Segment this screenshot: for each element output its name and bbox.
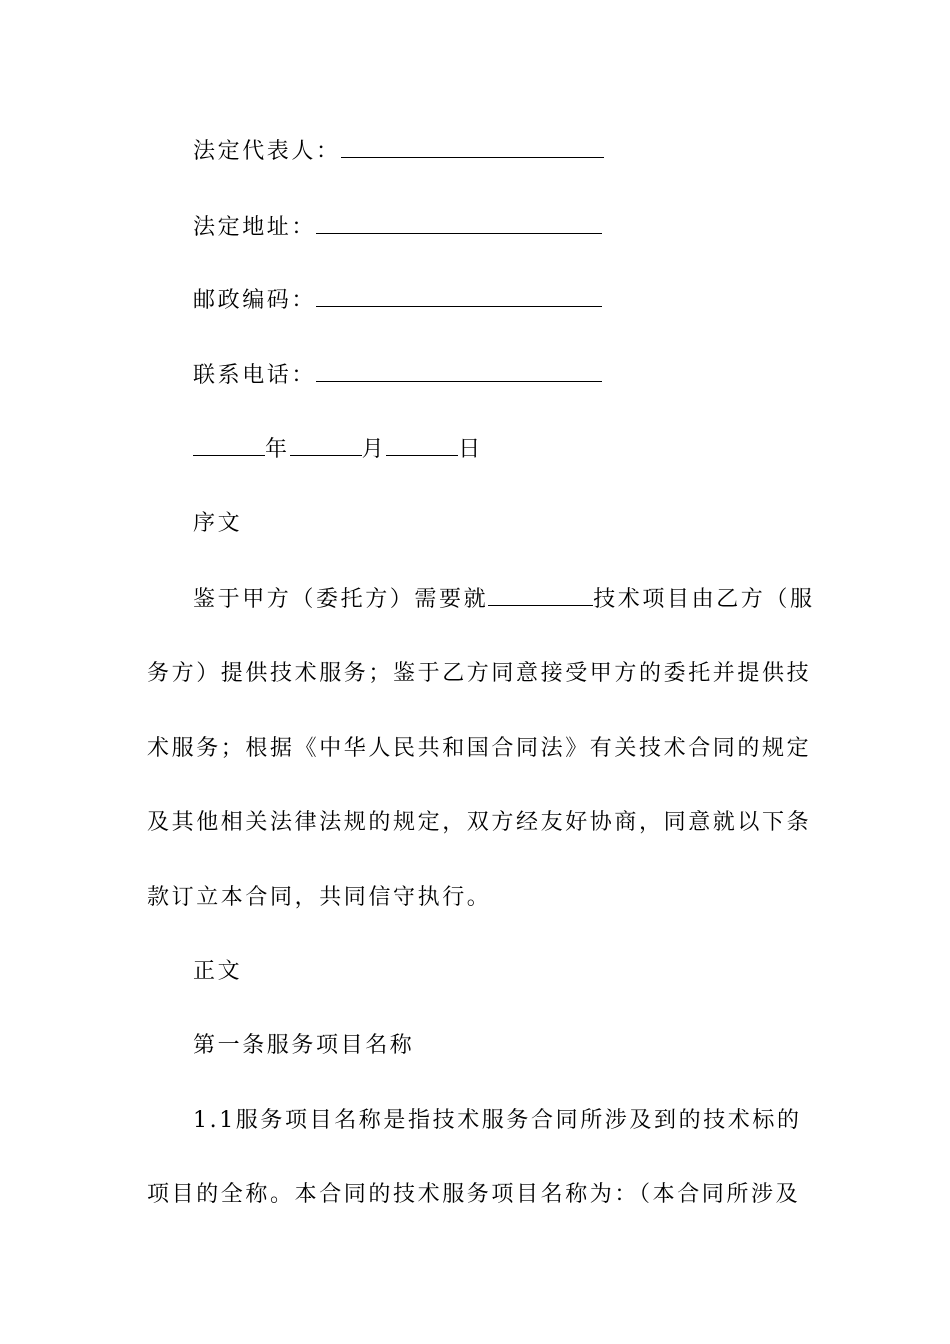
year-blank[interactable] (193, 437, 265, 456)
legal-representative-field (193, 137, 604, 167)
preamble-text-a: 鉴于甲方（委托方）需要就 (193, 587, 489, 612)
date-field (193, 435, 483, 465)
year-label: 年 (265, 437, 290, 462)
legal-representative-label: 法定代表人： (193, 139, 341, 164)
preamble-paragraph-line-3: 术服务；根据《中华人民共和国合同法》有关技术合同的规定 (147, 736, 812, 761)
preamble-text-b: 技术项目由乙方（服 (593, 587, 815, 612)
postal-code-field (193, 286, 602, 316)
project-name-blank[interactable] (488, 587, 593, 606)
postal-code-label: 邮政编码： (193, 288, 317, 313)
phone-field (193, 361, 602, 391)
preamble-paragraph-line-5: 款订立本合同，共同信守执行。 (147, 885, 492, 910)
legal-address-label: 法定地址： (193, 215, 317, 240)
preamble-paragraph-line-2: 务方）提供技术服务；鉴于乙方同意接受甲方的委托并提供技 (147, 661, 812, 686)
phone-label: 联系电话： (193, 363, 317, 388)
phone-blank[interactable] (316, 363, 602, 382)
postal-code-blank[interactable] (316, 288, 602, 307)
article-1-title: 第一条服务项目名称 (193, 1033, 415, 1058)
clause-1-1-line-2: 项目的全称。本合同的技术服务项目名称为：（本合同所涉及 (147, 1182, 801, 1207)
legal-representative-blank[interactable] (341, 139, 604, 158)
body-heading: 正文 (193, 959, 243, 984)
month-blank[interactable] (290, 437, 362, 456)
day-label: 日 (458, 437, 483, 462)
clause-1-1-line-1: 1.1服务项目名称是指技术服务合同所涉及到的技术标的 (193, 1108, 802, 1133)
preamble-paragraph-line-1 (193, 585, 815, 615)
legal-address-field (193, 213, 602, 243)
preamble-paragraph-line-4: 及其他相关法律法规的规定，双方经友好协商，同意就以下条 (147, 810, 812, 835)
legal-address-blank[interactable] (316, 215, 602, 234)
month-label: 月 (361, 437, 387, 462)
preamble-heading: 序文 (193, 511, 243, 536)
day-blank[interactable] (386, 437, 458, 456)
